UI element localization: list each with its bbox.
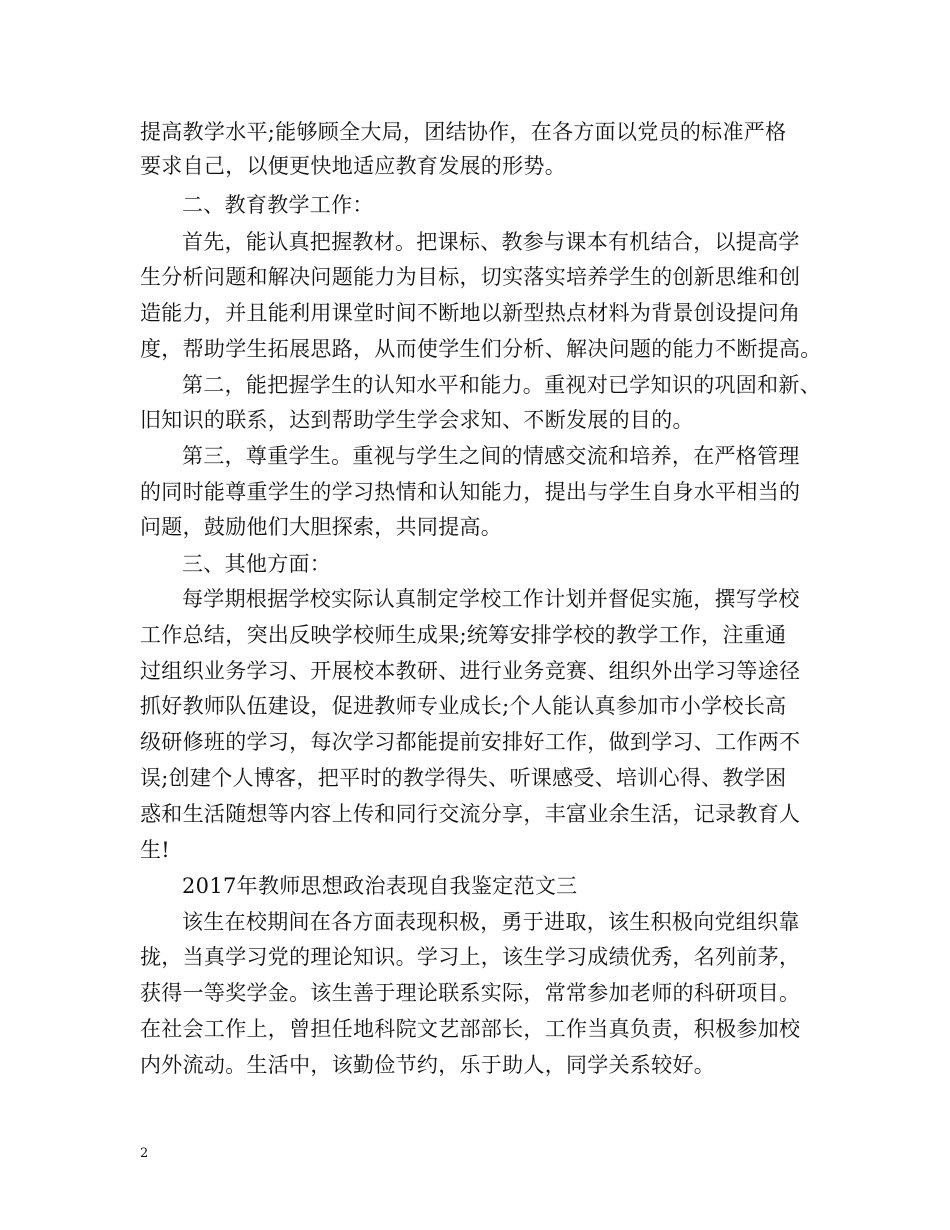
text-line: 旧知识的联系，达到帮助学生学会求知、不断发展的目的。 bbox=[140, 408, 694, 432]
text-line: 抓好教师队伍建设，促进教师专业成长;个人能认真参加市小学校长高 bbox=[140, 694, 787, 718]
text-line: 过组织业务学习、开展校本教研、进行业务竞赛、组织外出学习等途径 bbox=[140, 659, 801, 683]
text-line: 造能力，并且能利用课堂时间不断地以新型热点材料为背景创设提问角 bbox=[140, 301, 801, 325]
text-line: 该生在校期间在各方面表现积极，勇于进取，该生积极向党组织靠 bbox=[182, 910, 800, 934]
text-line: 拢，当真学习党的理论知识。学习上，该生学习成绩优秀，名列前茅， bbox=[140, 945, 801, 969]
text-line: 在社会工作上，曾担任地科院文艺部部长，工作当真负责，积极参加校 bbox=[140, 1017, 801, 1041]
text-line: 要求自己，以便更快地适应教育发展的形势。 bbox=[140, 154, 566, 178]
text-line: 内外流动。生活中，该勤俭节约，乐于助人，同学关系较好。 bbox=[140, 1053, 716, 1077]
text-line: 问题，鼓励他们大胆探索，共同提高。 bbox=[140, 515, 503, 539]
text-line: 获得一等奖学金。该生善于理论联系实际，常常参加老师的科研项目。 bbox=[140, 981, 801, 1005]
text-line: 第三，尊重学生。重视与学生之间的情感交流和培养，在严格管理 bbox=[182, 444, 800, 468]
text-line: 提高教学水平;能够顾全大局，团结协作，在各方面以党员的标准严格 bbox=[140, 120, 787, 144]
text-line: 生! bbox=[140, 838, 171, 862]
page-number: 2 bbox=[140, 1146, 149, 1161]
section-heading: 三、其他方面： bbox=[182, 552, 332, 576]
text-line: 误;创建个人博客，把平时的教学得失、听课感受、培训心得、教学困 bbox=[140, 766, 787, 790]
section-heading: 二、教育教学工作： bbox=[182, 193, 374, 217]
article-title: 2017年教师思想政治表现自我鉴定范文三 bbox=[182, 874, 578, 898]
text-line: 的同时能尊重学生的学习热情和认知能力，提出与学生自身水平相当的 bbox=[140, 480, 801, 504]
text-line: 首先，能认真把握教材。把课标、教参与课本有机结合，以提高学 bbox=[182, 230, 800, 254]
text-line: 生分析问题和解决问题能力为目标，切实落实培养学生的创新思维和创 bbox=[140, 265, 801, 289]
text-line: 度，帮助学生拓展思路，从而使学生们分析、解决问题的能力不断提高。 bbox=[140, 337, 822, 361]
text-line: 惑和生活随想等内容上传和同行交流分享，丰富业余生活，记录教育人 bbox=[140, 802, 801, 826]
text-line: 工作总结，突出反映学校师生成果;统筹安排学校的教学工作，注重通 bbox=[140, 623, 787, 647]
text-line: 级研修班的学习，每次学习都能提前安排好工作，做到学习、工作两不 bbox=[140, 730, 801, 754]
text-line: 第二，能把握学生的认知水平和能力。重视对已学知识的巩固和新、 bbox=[182, 373, 821, 397]
text-line: 每学期根据学校实际认真制定学校工作计划并督促实施，撰写学校 bbox=[182, 587, 800, 611]
